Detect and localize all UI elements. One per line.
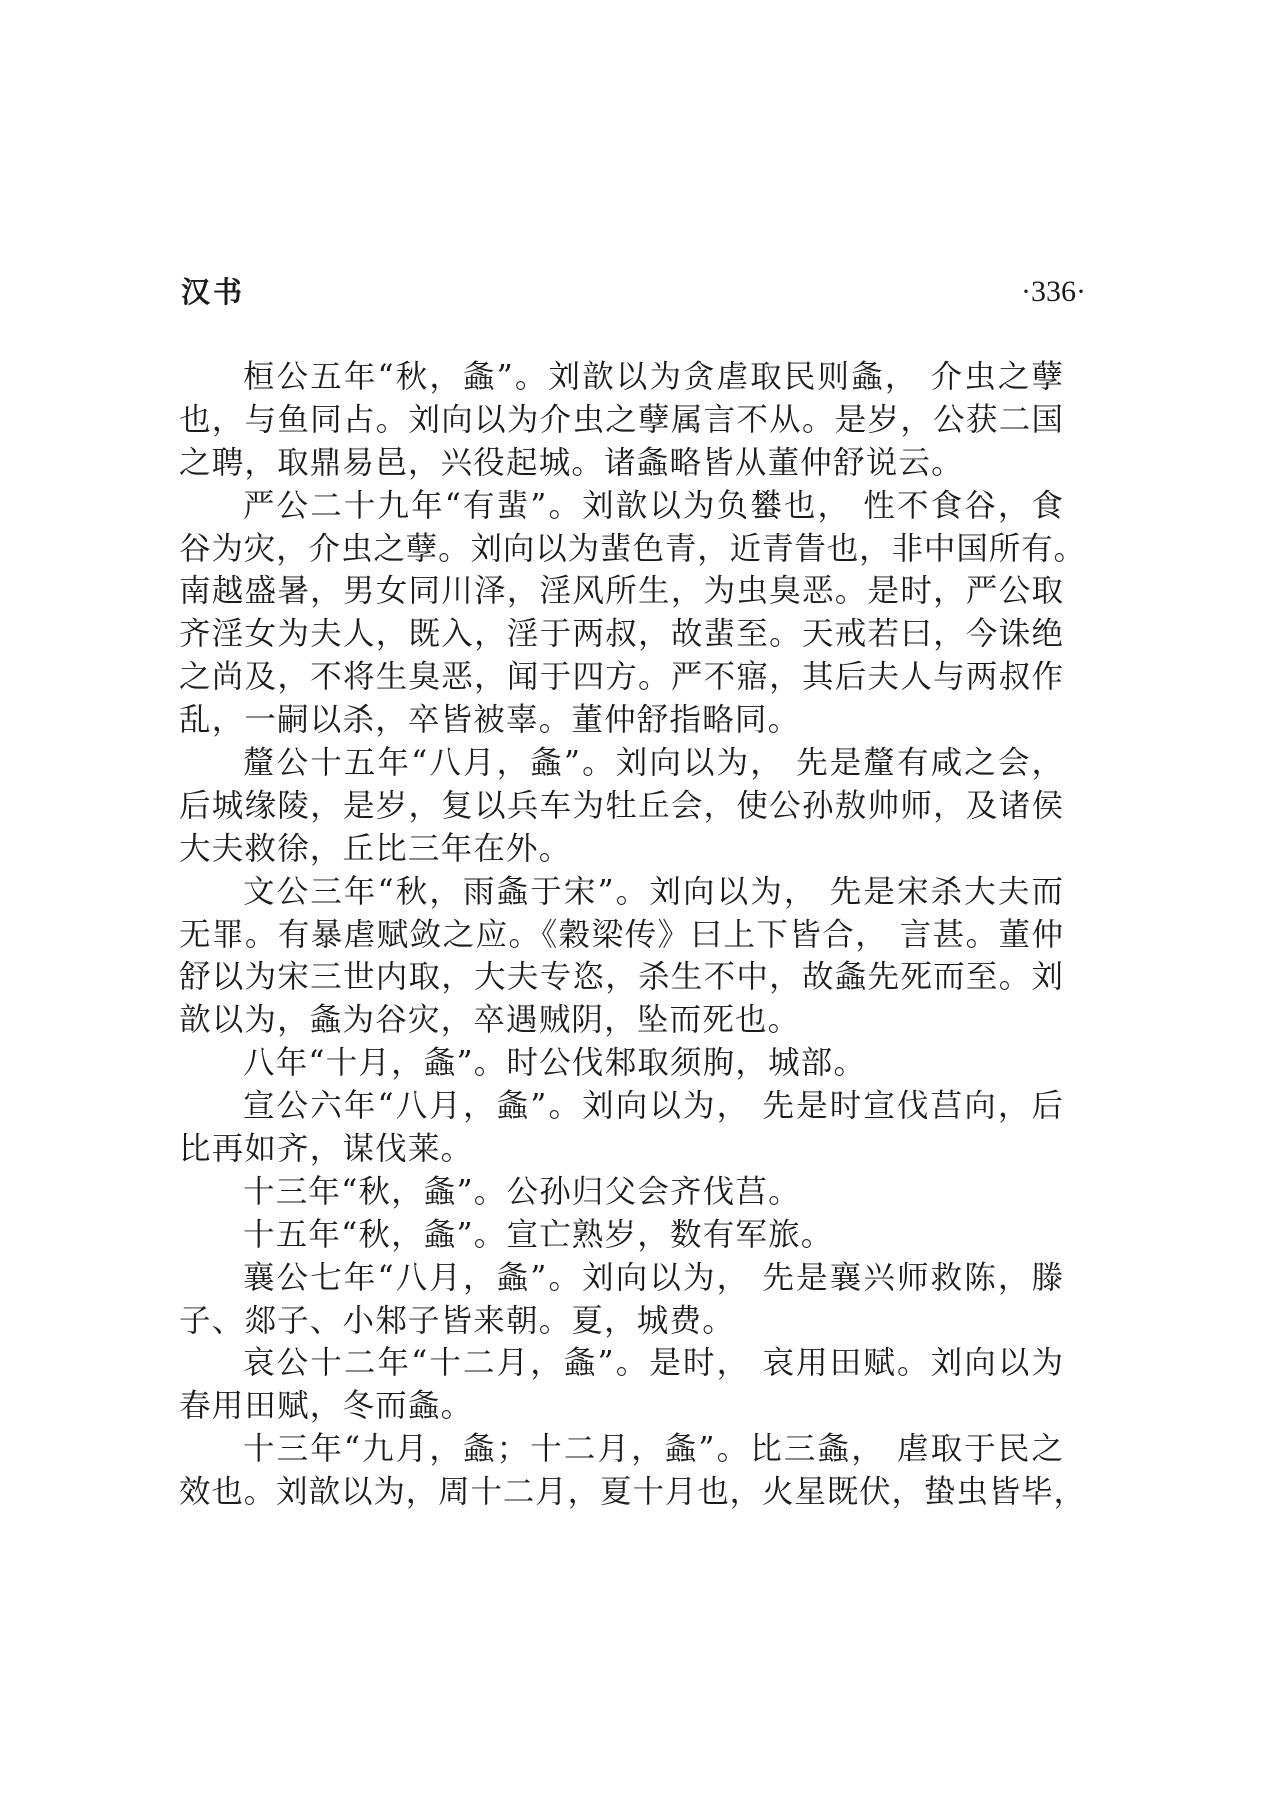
text-line: 宣公六年“八月，螽”。刘向以为， 先是时宣伐莒向，后 bbox=[243, 1088, 1063, 1125]
text-line: 效也。刘歆以为，周十二月，夏十月也，火星既伏，蛰虫皆毕， bbox=[179, 1474, 1085, 1511]
text-line: 严公二十九年“有蜚”。刘歆以为负蠜也， 性不食谷，食 bbox=[243, 487, 1063, 524]
paragraph bbox=[179, 871, 1089, 1043]
paragraph bbox=[179, 1085, 1089, 1171]
page-number: ·336· bbox=[1021, 275, 1086, 308]
paragraph bbox=[179, 485, 1089, 742]
text-line: 八年“十月，螽”。时公伐邾取须朐，城部。 bbox=[243, 1045, 867, 1082]
text-line: 文公三年“秋，雨螽于宋”。刘向以为， 先是宋杀大夫而 bbox=[243, 873, 1063, 910]
running-head bbox=[0, 0, 1283, 320]
text-line: 齐淫女为夫人，既入，淫于两叔，故蜚至。天戒若曰，今诛绝 bbox=[179, 616, 1063, 653]
text-line: 十三年“九月，螽；十二月，螽”。比三螽， 虐取于民之 bbox=[243, 1431, 1063, 1468]
paragraph bbox=[179, 1257, 1089, 1343]
text-line: 谷为灾，介虫之孽。刘向以为蜚色青，近青眚也，非中国所有。 bbox=[179, 530, 1085, 567]
text-line: 十五年“秋，螽”。宣亡熟岁，数有军旅。 bbox=[243, 1216, 834, 1253]
text-line: 哀公十二年“十二月，螽”。是时， 哀用田赋。刘向以为 bbox=[243, 1345, 1063, 1382]
text-line: 后城缘陵，是岁，复以兵车为牡丘会，使公孙敖帅师，及诸侯 bbox=[179, 787, 1063, 824]
paragraph bbox=[179, 742, 1089, 871]
paragraph bbox=[179, 1428, 1089, 1514]
paragraph bbox=[179, 1042, 1089, 1085]
book-title: 汉书 bbox=[181, 275, 246, 309]
text-line: 乱，一嗣以杀，卒皆被辜。董仲舒指略同。 bbox=[179, 702, 801, 739]
text-line: 釐公十五年“八月，螽”。刘向以为， 先是釐有咸之会， bbox=[243, 745, 1063, 782]
paragraph bbox=[179, 1342, 1089, 1428]
paragraph bbox=[179, 356, 1089, 485]
text-line: 大夫救徐，丘比三年在外。 bbox=[179, 830, 572, 867]
text-line: 之尚及，不将生臭恶，闻于四方。严不寤，其后夫人与两叔作 bbox=[179, 659, 1063, 696]
text-line: 歆以为，螽为谷灾，卒遇贼阴，坠而死也。 bbox=[179, 1002, 801, 1039]
text-line: 也，与鱼同占。刘向以为介虫之孽属言不从。是岁，公获二国 bbox=[179, 401, 1063, 438]
text-line: 十三年“秋，螽”。公孙归父会齐伐莒。 bbox=[243, 1173, 801, 1210]
text-line: 子、郯子、小邾子皆来朝。夏，城费。 bbox=[179, 1302, 735, 1339]
text-line: 南越盛暑，男女同川泽，淫风所生，为虫臭恶。是时，严公取 bbox=[179, 573, 1063, 610]
paragraph bbox=[179, 1171, 1089, 1214]
text-line: 比再如齐，谋伐莱。 bbox=[179, 1131, 474, 1168]
text-line: 桓公五年“秋，螽”。刘歆以为贪虐取民则螽， 介虫之孽 bbox=[243, 359, 1063, 395]
text-line: 舒以为宋三世内取，大夫专恣，杀生不中，故螽先死而至。刘 bbox=[179, 959, 1063, 996]
paragraph bbox=[179, 1214, 1089, 1257]
body-text bbox=[179, 356, 1089, 1514]
text-line: 之聘，取鼎易邑，兴役起城。诸螽略皆从董仲舒说云。 bbox=[179, 444, 964, 481]
text-line: 襄公七年“八月，螽”。刘向以为， 先是襄兴师救陈，滕 bbox=[243, 1259, 1063, 1296]
text-line: 春用田赋，冬而螽。 bbox=[179, 1388, 474, 1425]
text-line: 无罪。有暴虐赋敛之应。《穀梁传》曰上下皆合， 言甚。董仲 bbox=[179, 916, 1063, 953]
